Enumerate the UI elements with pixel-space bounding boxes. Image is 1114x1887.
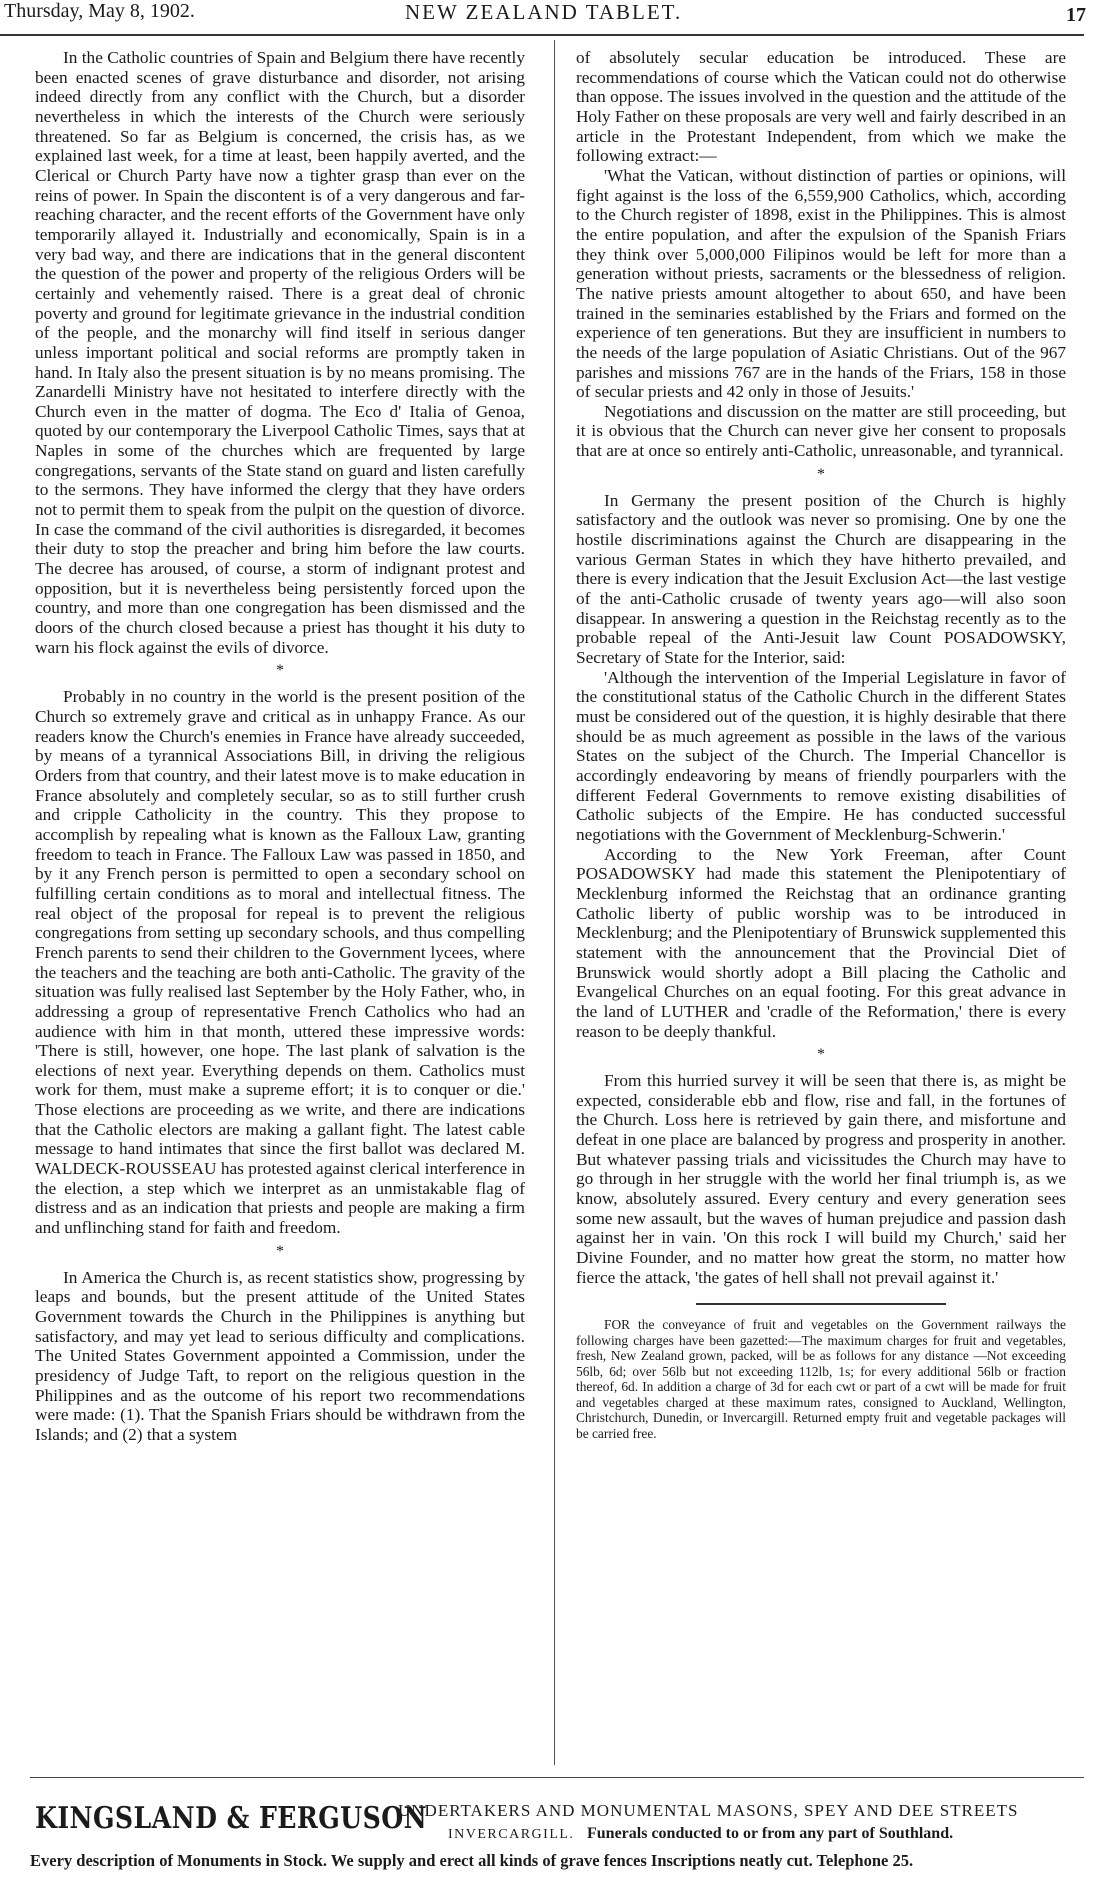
notice-rule	[696, 1303, 946, 1305]
advert-rule	[30, 1777, 1084, 1778]
article-paragraph: In the Catholic countries of Spain and Belgium there have recently been enacted scenes of grave disturbance and disorder, not arising indeed directly from any conflict with the Church, but a disorder nevertheless in which the interests of the Church were seriously threatened. So far as Belgium is concerned, the crisis has, as we explained last week, for a time at least, been happily averted, and the Clerical or Church Party have now a tighter grasp than ever on the reins of power. In Spain the discontent is of a very dangerous and far-reaching character, and the recent efforts of the Government have only temporarily allayed it. Industrially and economically, Spain is in a very bad way, and there are indications that in the general discontent the question of the power and property of the religious Orders will be certainly and vehemently raised. There is a great deal of chronic poverty and ground for legitimate grievance in the industrial condition of the people, and the monarchy will find itself in serious danger unless important political and social reforms are promptly taken in hand. In Italy also the present situation is by no means promising. The Zanardelli Ministry have not hesitated to interfere directly with the Church even in the matter of dogma. The Eco d' Italia of Genoa, quoted by our contemporary the Liverpool Catholic Times, says that at Naples in some of the churches which are frequented by large congregations, servants of the State stand on guard and listen carefully to the sermons. They have informed the clergy that they have orders not to permit them to speak from the pulpit on the question of divorce. In case the command of the civil authorities is disregarded, it becomes their duty to stop the preacher and bring him before the law courts. The decree has aroused, of course, a storm of indignant protest and opposition, but it is nevertheless being persistently forced upon the country, and more than one congregation has been dismissed and the doors of the church closed because a priest has thought it his duty to warn his flock against the evils of divorce.	[35, 48, 525, 657]
advert-place: INVERCARGILL.	[448, 1827, 575, 1842]
advert-details: Every description of Monuments in Stock. We supply and erect all kinds of grave fences Inscriptions neatly cut. Telephone 25.	[30, 1851, 914, 1870]
article-paragraph: According to the New York Freeman, after Count POSADOWSKY had made this statement the Plenipotentiary of Mecklenburg informed the Reichstag that an ordinance granting Catholic liberty of public worship was to be introduced in Mecklenburg; and the Plenipotentiary of Brunswick supplemented this statement with the announcement that the Provincial Diet of Brunswick would shortly adopt a Bill placing the Catholic and Evangelical Churches on an equal footing. For this great advance in the land of LUTHER and 'cradle of the Reformation,' there is every reason to be deeply thankful.	[576, 844, 1066, 1041]
right-column	[576, 48, 1066, 1441]
section-separator: *	[817, 1046, 825, 1064]
advert-trade: UNDERTAKERS AND MONUMENTAL MASONS, SPEY AND DEE STREETS	[398, 1801, 1019, 1820]
page-number: 17	[1066, 4, 1086, 26]
section-separator: *	[276, 662, 284, 680]
article-paragraph: of absolutely secular education be introduced. These are recommendations of course which the Vatican could not do otherwise than oppose. The issues involved in the question and the attitude of the Holy Father on these proposals are very well and fairly described in an article in the Protestant Independent, from which we make the following extract:—	[576, 48, 1066, 166]
issue-date: Thursday, May 8, 1902.	[4, 0, 195, 22]
advert-funerals: Funerals conducted to or from any part of Southland.	[587, 1825, 954, 1842]
advertisement	[0, 1785, 1114, 1887]
section-separator: *	[817, 465, 825, 483]
article-paragraph: In Germany the present position of the Church is highly satisfactory and the outlook was never so promising. One by one the hostile discriminations against the Church are disappearing in the various German States in which they have hitherto prevailed, and there is every indication that the Jesuit Exclusion Act—the last vestige of the anti-Catholic crusade of twenty years ago—will also soon disappear. In answering a question in the Reichstag recently as to the probable repeal of the Anti-Jesuit law Count POSADOWSKY, Secretary of State for the Interior, said:	[576, 490, 1066, 668]
left-column	[35, 48, 525, 1445]
column-divider	[554, 40, 555, 1765]
advert-firm-name: KINGSLAND & FERGUSON	[35, 1801, 428, 1836]
quoted-paragraph: 'What the Vatican, without distinction of parties or opinions, will fight against is the loss of the 6,559,900 Catholics, which, according to the Church register of 1898, exist in the Philippines. This is almost the entire population, and after the expulsion of the Spanish Friars they think over 5,000,000 Filipinos would be left for more than a generation without priests, sacraments or the blessedness of religion. The native priests amount altogether to about 650, and have been trained in the seminaries established by the Friars and formed on the experience of ten generations. But they are insufficient in numbers to the needs of the large population of Asiatic Christians. Out of the 967 parishes and missions 767 are in the hands of the Friars, 158 in those of secular priests and 42 only in those of Jesuits.'	[576, 165, 1066, 402]
notice-text: FOR the conveyance of fruit and vegetables on the Government railways the following charges have been gazetted:—The maximum charges for fruit and vegetables, fresh, New Zealand grown, packed, will be as follows for any distance —Not exceeding 56lb, 6d; over 56lb but not exceeding 112lb, 1s; for every additional 56lb or fraction thereof, 6d. In addition a charge of 3d for each cwt or part of a cwt will be made for fruit and vegetables charged at these maximum rates, consigned to Auckland, Wellington, Christchurch, Dunedin, or Invercargill. Returned empty fruit and vegetable packages will be carried free.	[576, 1317, 1066, 1441]
railway-notice	[576, 1317, 1066, 1441]
article-paragraph: Probably in no country in the world is the present position of the Church so extremely grave and critical as in unhappy France. As our readers know the Church's enemies in France have already succeeded, by means of a tyrannical Associations Bill, in driving the religious Orders from that country, and their latest move is to make education in France absolutely and completely secular, so as to still further crush and cripple Catholicity in the country. This they propose to accomplish by repealing what is known as the Falloux Law, granting freedom to teach in France. The Falloux Law was passed in 1850, and by it any French person is permitted to open a secondary school on fulfilling certain conditions as to moral and intellectual fitness. The real object of the proposal for repeal is to prevent the religious congregations from setting up secondary schools, and thus compelling French parents to send their children to the Government lycees, where the teachers and the teaching are both anti-Catholic. The gravity of the situation was fully realised last September by the Holy Father, who, in addressing a group of representative French Catholics who had an audience with him in that month, uttered these impressive words: 'There is still, however, one hope. The last plank of salvation is the elections of next year. Everything depends on them. Catholics must work for them, must make a supreme effort; it is to conquer or die.' Those elections are proceeding as we write, and there are indications that the Catholic electors are making a gallant fight. The latest cable message to hand intimates that since the first ballot was declared M. WALDECK-ROUSSEAU has protested against clerical interference in the election, a step which we interpret as an unmistakable flag of distress and as an indication that priests and people are making a firm and unflinching stand for faith and freedom.	[35, 687, 525, 1238]
quoted-paragraph: 'Although the intervention of the Imperial Legislature in favor of the constitutional status of the Catholic Church in the different States must be considered out of the question, it is highly desirable that there should be as much agreement as possible in the laws of the various States on the subject of the Church. The Imperial Chancellor is accordingly endeavoring by means of friendly pourparlers with the different Federal Governments to remove existing disabilities of Catholic subjects of the Empire. He has conducted successful negotiations with the Government of Mecklenburg-Schwerin.'	[576, 667, 1066, 844]
page-header	[0, 0, 1114, 34]
article-paragraph: In America the Church is, as recent statistics show, progressing by leaps and bounds, but the present attitude of the United States Government towards the Church in the Philippines is anything but satisfactory, and may yet lead to serious difficulty and complications. The United States Government appointed a Commission, under the presidency of Judge Taft, to report on the religious question in the Philippines and as the outcome of his report two recommendations were made: (1). That the Spanish Friars should be withdrawn from the Islands; and (2) that a system	[35, 1267, 525, 1444]
header-rule	[0, 34, 1084, 36]
section-separator: *	[276, 1242, 284, 1260]
article-paragraph: Negotiations and discussion on the matter are still proceeding, but it is obvious that the Church can never give her consent to proposals that are at once so entirely anti-Catholic, unreasonable, and tyrannical.	[576, 401, 1066, 461]
publication-title: NEW ZEALAND TABLET.	[405, 0, 683, 24]
article-paragraph: From this hurried survey it will be seen that there is, as might be expected, considerable ebb and flow, rise and fall, in the fortunes of the Church. Loss here is retrieved by gain there, and misfortune and defeat in one place are balanced by progress and prosperity in another. But whatever passing trials and vicissitudes the Church may have to go through in her struggle with the world her final triumph is, as we know, absolutely assured. Every century and every generation sees some new assault, but the waves of human prejudice and passion dash against her in vain. 'On this rock I will build my Church,' said her Divine Founder, and no matter how great the storm, no matter how fierce the attack, 'the gates of hell shall not prevail against it.'	[576, 1071, 1066, 1287]
